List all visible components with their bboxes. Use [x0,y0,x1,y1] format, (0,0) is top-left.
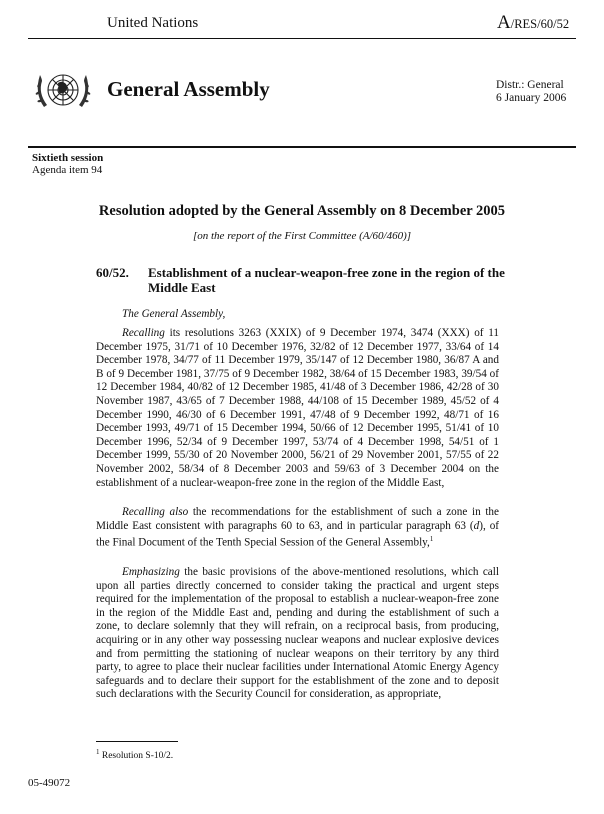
paragraph-text: the basic provisions of the above-mentioned resolutions, which call upon all parties directly concerned to consider taking the practical and urgent steps required for the implementation of the proposal to establish a nuclear-weapon-free zone in the region of the Middle East and, pending and during the establishment of such a zone, to declare solemnly that they will refrain, on a reciprocal basis, from producing, acquiring or in any other way possessing nuclear weapons and nuclear explosive devices and from permitting the stationing of nuclear weapons on their territory by any third party, to agree to place their nuclear facilities under International Atomic Energy Agency safeguards and to declare their support for the establishment of the zone and to deposit such declarations with the Security Council for consideration, as appropriate, [96,566,499,701]
paragraph-lead: Recalling also [122,506,189,518]
paragraph-lead: Emphasizing [122,566,180,578]
paragraph-text: the recommendations for the establishment of such a zone in the Middle East consistent with paragraphs 60 to 63, and in particular paragraph 63 ( [96,506,499,532]
footnote-marker: 1 [96,748,100,756]
paragraph-italic: d [473,519,480,532]
session-block [32,152,103,176]
paragraph-recalling [96,327,499,490]
issue-date: 6 January 2006 [496,92,567,104]
masthead-rule [28,146,576,148]
general-assembly-title: General Assembly [107,77,270,101]
paragraph-lead: Recalling [122,327,165,339]
agenda-item: Agenda item 94 [32,164,103,176]
un-emblem-icon [30,63,96,121]
header-rule [28,38,576,39]
preamble: The General Assembly, [122,308,226,320]
report-note: [on the report of the First Committee (A/60/460)] [192,230,412,242]
distribution-label: Distr.: General [496,79,564,91]
session-name: Sixtieth session [32,152,104,164]
resolution-heading: Establishment of a nuclear-weapon-free zone in the region of the Middle East [148,265,505,295]
paragraph-recalling-also [96,506,499,551]
organization-name: United Nations [107,15,199,31]
resolution-number: 60/52. [96,265,129,280]
paragraph-emphasizing [96,566,499,702]
footnote-rule [96,741,178,742]
paragraph-text: its resolutions 3263 (XXIX) of 9 December 1974, 3474 (XXX) of 11 December 1975, 31/71 of 10 December 1976, 32/82 of 12 December 1977, 33/64 of 14 December 1978, 34/77 of 11 December 1979, 35/147 of 12 December 1980, 36/87 A and B of 9 December 1981, 37/75 of 9 December 1982, 38/64 of 15 December 1983, 39/54 of 12 December 1984, 40/82 of 12 December 1985, 41/48 of 3 December 1986, 42/28 of 30 November 1987, 43/65 of 7 December 1988, 44/108 of 15 December 1989, 45/52 of 4 December 1990, 46/30 of 6 December 1991, 47/48 of 9 December 1992, 48/71 of 16 December 1993, 49/71 of 15 December 1994, 50/66 of 12 December 1995, 51/41 of 10 December 1996, 52/34 of 9 December 1997, 53/74 of 4 December 1998, 54/51 of 1 December 1999, 55/30 of 20 November 2000, 56/21 of 29 November 2001, 57/55 of 22 November 2002, 58/34 of 8 December 2003 and 59/63 of 3 December 2004 on the establishment of a nuclear-weapon-free zone in the region of the Middle East, [96,327,499,489]
distribution-block [496,79,566,105]
footnote-reference[interactable]: 1 [429,535,434,544]
symbol-rest: /RES/60/52 [510,17,570,31]
footnote [96,748,173,761]
document-symbol [497,12,569,34]
resolution-title: Resolution adopted by the General Assembly on 8 December 2005 [98,203,506,219]
document-number: 05-49072 [28,777,71,789]
footnote-text: Resolution S-10/2. [99,751,174,762]
paragraph-text: ), of the Final Document of the Tenth Special Session of the General Assembly, [96,519,500,549]
symbol-letter: A [497,12,511,33]
